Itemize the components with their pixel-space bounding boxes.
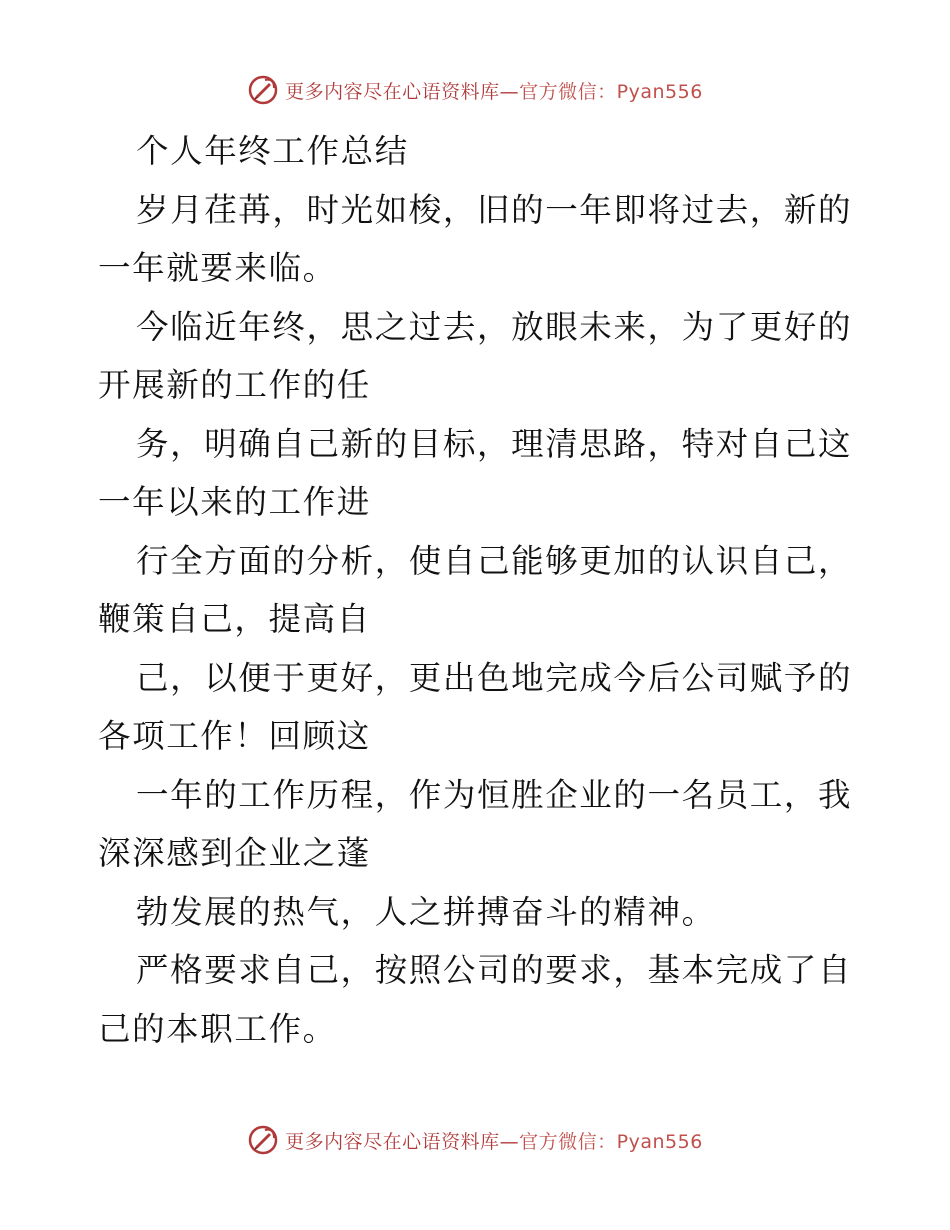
document-title: 个人年终工作总结: [136, 132, 409, 170]
paragraph-line: 开展新的工作的任: [98, 366, 371, 404]
watermark-contact: 官方微信：Pyan556: [519, 80, 703, 103]
header-watermark: [0, 70, 950, 110]
watermark-text: [285, 1127, 703, 1154]
watermark-main: 更多内容尽在心语资料库: [285, 1130, 500, 1153]
watermark-text: [285, 77, 703, 104]
paragraph-line: 岁月荏苒，时光如梭，旧的一年即将过去，新的: [136, 190, 853, 229]
paragraph-line: 己，以便于更好，更出色地完成今后公司赋予的: [136, 658, 853, 697]
paragraph-line: 鞭策自己，提高自: [98, 600, 371, 638]
paragraph-line: 一年以来的工作进: [98, 483, 371, 521]
paragraph-line: 勃发展的热气，人之拼搏奋斗的精神。: [136, 892, 716, 931]
footer-watermark: [0, 1120, 950, 1160]
watermark-contact: 官方微信：Pyan556: [519, 1130, 703, 1153]
quill-pen-logo-icon: [247, 1124, 279, 1156]
paragraph-line: 各项工作！回顾这: [98, 717, 371, 755]
document-body: [98, 122, 858, 1058]
watermark-main: 更多内容尽在心语资料库: [285, 80, 500, 103]
paragraph-line: 一年就要来临。: [98, 249, 337, 287]
quill-pen-logo-icon: [247, 74, 279, 106]
paragraph-line: 今临近年终，思之过去，放眼未来，为了更好的: [136, 307, 853, 346]
paragraph-line: 务，明确自己新的目标，理清思路，特对自己这: [136, 424, 853, 463]
watermark-dash: —: [499, 80, 520, 103]
paragraph-line: 行全方面的分析，使自己能够更加的认识自己，: [136, 541, 853, 580]
paragraph-line: 一年的工作历程，作为恒胜企业的一名员工，我: [136, 775, 853, 814]
paragraph-line: 深深感到企业之蓬: [98, 834, 371, 872]
paragraph-line: 严格要求自己，按照公司的要求，基本完成了自: [136, 951, 853, 989]
paragraph-line: 己的本职工作。: [98, 1009, 337, 1048]
watermark-dash: —: [499, 1130, 520, 1153]
